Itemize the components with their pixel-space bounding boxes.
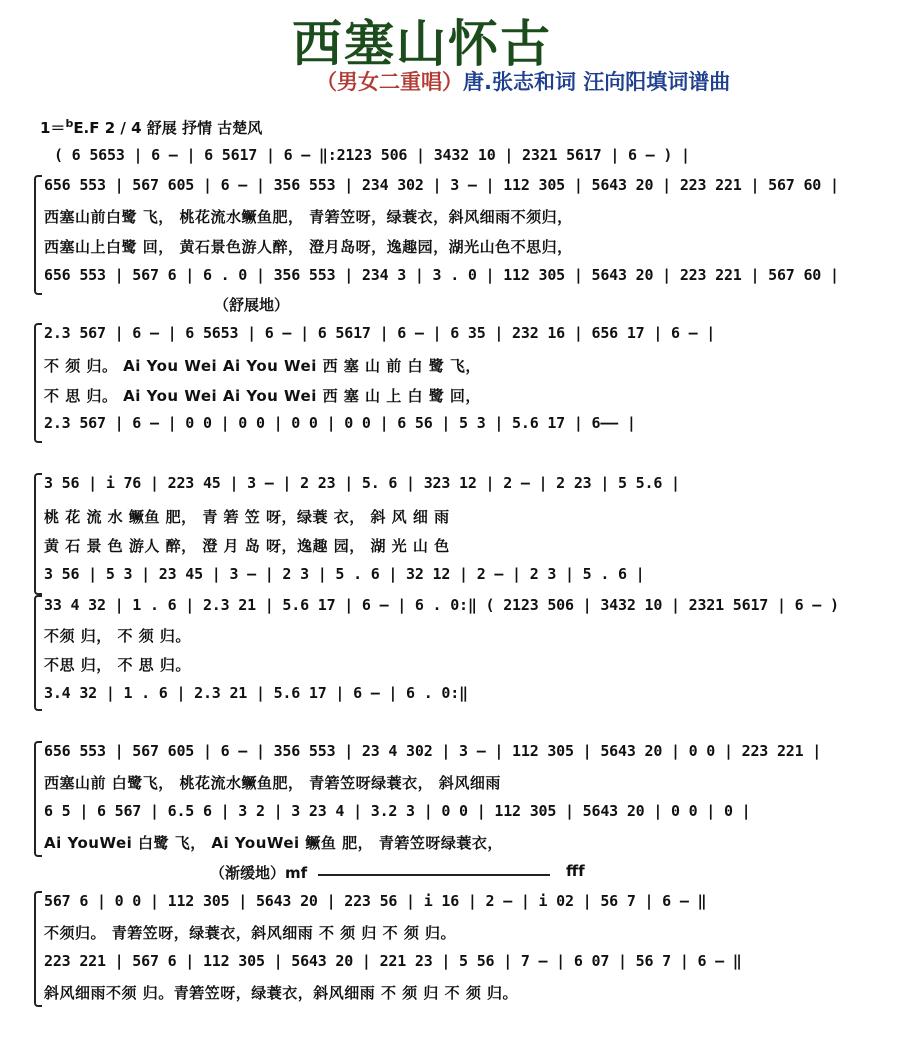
lyric-verse-2: 黄 石 景 色 游人 醉， 澄 月 岛 呀，逸趣 园， 湖 光 山 色 [44,537,450,555]
system-brace [34,595,42,711]
system-brace [34,891,42,1007]
male-notes: 2.3 567 | 6 — | 6 5653 | 6 — | 6 5617 | 6 — | 6 35 | 232 16 | 656 17 | 6 — | [44,324,716,342]
lyric-verse-2: 不思 归， 不 思 归。 [44,656,191,674]
credits: 唐.张志和词 汪向阳填词谱曲 [463,70,731,94]
female-notes: 656 553 | 567 6 | 6 . 0 | 356 553 | 234 3 | 3 . 0 | 112 305 | 5643 20 | 223 221 | 567 60 | [44,266,839,284]
performance-type: （男女二重唱） [316,70,463,94]
male-notes: 33 4 32 | 1 . 6 | 2.3 21 | 5.6 17 | 6 — | 6 . 0:‖ ( 2123 506 | 3432 10 | 2321 5617 | 6 — ) [44,596,839,614]
expression-mark: （舒展地） [214,296,290,314]
intro-line: ( 6 5653 | 6 — | 6 5617 | 6 — ‖:2123 506 | 3432 10 | 2321 5617 | 6 — ) | [54,146,690,164]
key-signature [40,117,262,138]
lyric-verse-2: 西塞山上白鹭 回， 黄石景色游人醉， 澄月岛呀，逸趣园，湖光山色不思归， [44,238,573,256]
subtitle [316,66,730,96]
key-tempo-style: E.F 2 / 4 舒展 抒情 古楚风 [73,119,263,137]
dynamic-mark: （渐缓地）mf [210,864,308,882]
lyric-verse-1: 桃 花 流 水 鳜鱼 肥， 青 箬 笠 呀，绿蓑 衣， 斜 风 细 雨 [44,508,450,526]
female-notes: 3.4 32 | 1 . 6 | 2.3 21 | 5.6 17 | 6 — | 6 . 0:‖ [44,684,468,702]
male-notes: 656 553 | 567 605 | 6 — | 356 553 | 234 302 | 3 — | 112 305 | 5643 20 | 223 221 | 567 60 | [44,176,839,194]
key-prefix: 1＝ [40,119,66,137]
female-notes: 6 5 | 6 567 | 6.5 6 | 3 2 | 3 23 4 | 3.2 3 | 0 0 | 112 305 | 5643 20 | 0 0 | 0 | [44,802,751,820]
crescendo-line [318,874,550,876]
dynamic-fff: fff [566,862,585,880]
lyric-male: 西塞山前 白鹭飞， 桃花流水鳜鱼肥， 青箬笠呀绿蓑衣， 斜风细雨 [44,774,501,792]
system-brace [34,175,42,295]
system-brace [34,473,42,595]
lyric-male: 不须归。 青箬笠呀，绿蓑衣，斜风细雨 不 须 归 不 须 归。 [44,924,457,942]
female-notes: 223 221 | 567 6 | 112 305 | 5643 20 | 221 23 | 5 56 | 7 — | 6 07 | 56 7 | 6 — ‖ [44,952,742,970]
male-notes: 3 56 | i 76 | 223 45 | 3 — | 2 23 | 5. 6 | 323 12 | 2 — | 2 23 | 5 5.6 | [44,474,680,492]
lyric-verse-2: 不 思 归。 Ai You Wei Ai You Wei 西 塞 山 上 白 鹭 回， [44,387,481,405]
system-brace [34,323,42,443]
system-brace [34,741,42,857]
lyric-female: Ai YouWei 白鹭 飞， Ai YouWei 鳜鱼 肥， 青箬笠呀绿蓑衣， [44,834,503,852]
lyric-verse-1: 不须 归， 不 须 归。 [44,627,191,645]
male-notes: 567 6 | 0 0 | 112 305 | 5643 20 | 223 56 | i 16 | 2 — | i 02 | 56 7 | 6 — ‖ [44,892,707,910]
lyric-verse-1: 西塞山前白鹭 飞， 桃花流水鳜鱼肥， 青箬笠呀，绿蓑衣，斜风细雨不须归， [44,208,573,226]
male-notes: 656 553 | 567 605 | 6 — | 356 553 | 23 4 302 | 3 — | 112 305 | 5643 20 | 0 0 | 223 221 | [44,742,822,760]
flat-sign: b [65,117,74,130]
female-notes: 3 56 | 5 3 | 23 45 | 3 — | 2 3 | 5 . 6 | 32 12 | 2 — | 2 3 | 5 . 6 | [44,565,645,583]
lyric-verse-1: 不 须 归。 Ai You Wei Ai You Wei 西 塞 山 前 白 鹭 飞， [44,357,481,375]
lyric-female: 斜风细雨不须 归。青箬笠呀，绿蓑衣，斜风细雨 不 须 归 不 须 归。 [44,984,519,1002]
song-title: 西塞山怀古 [292,14,552,73]
female-notes: 2.3 567 | 6 — | 0 0 | 0 0 | 0 0 | 0 0 | 6 56 | 5 3 | 5.6 17 | 6—— | [44,414,636,432]
